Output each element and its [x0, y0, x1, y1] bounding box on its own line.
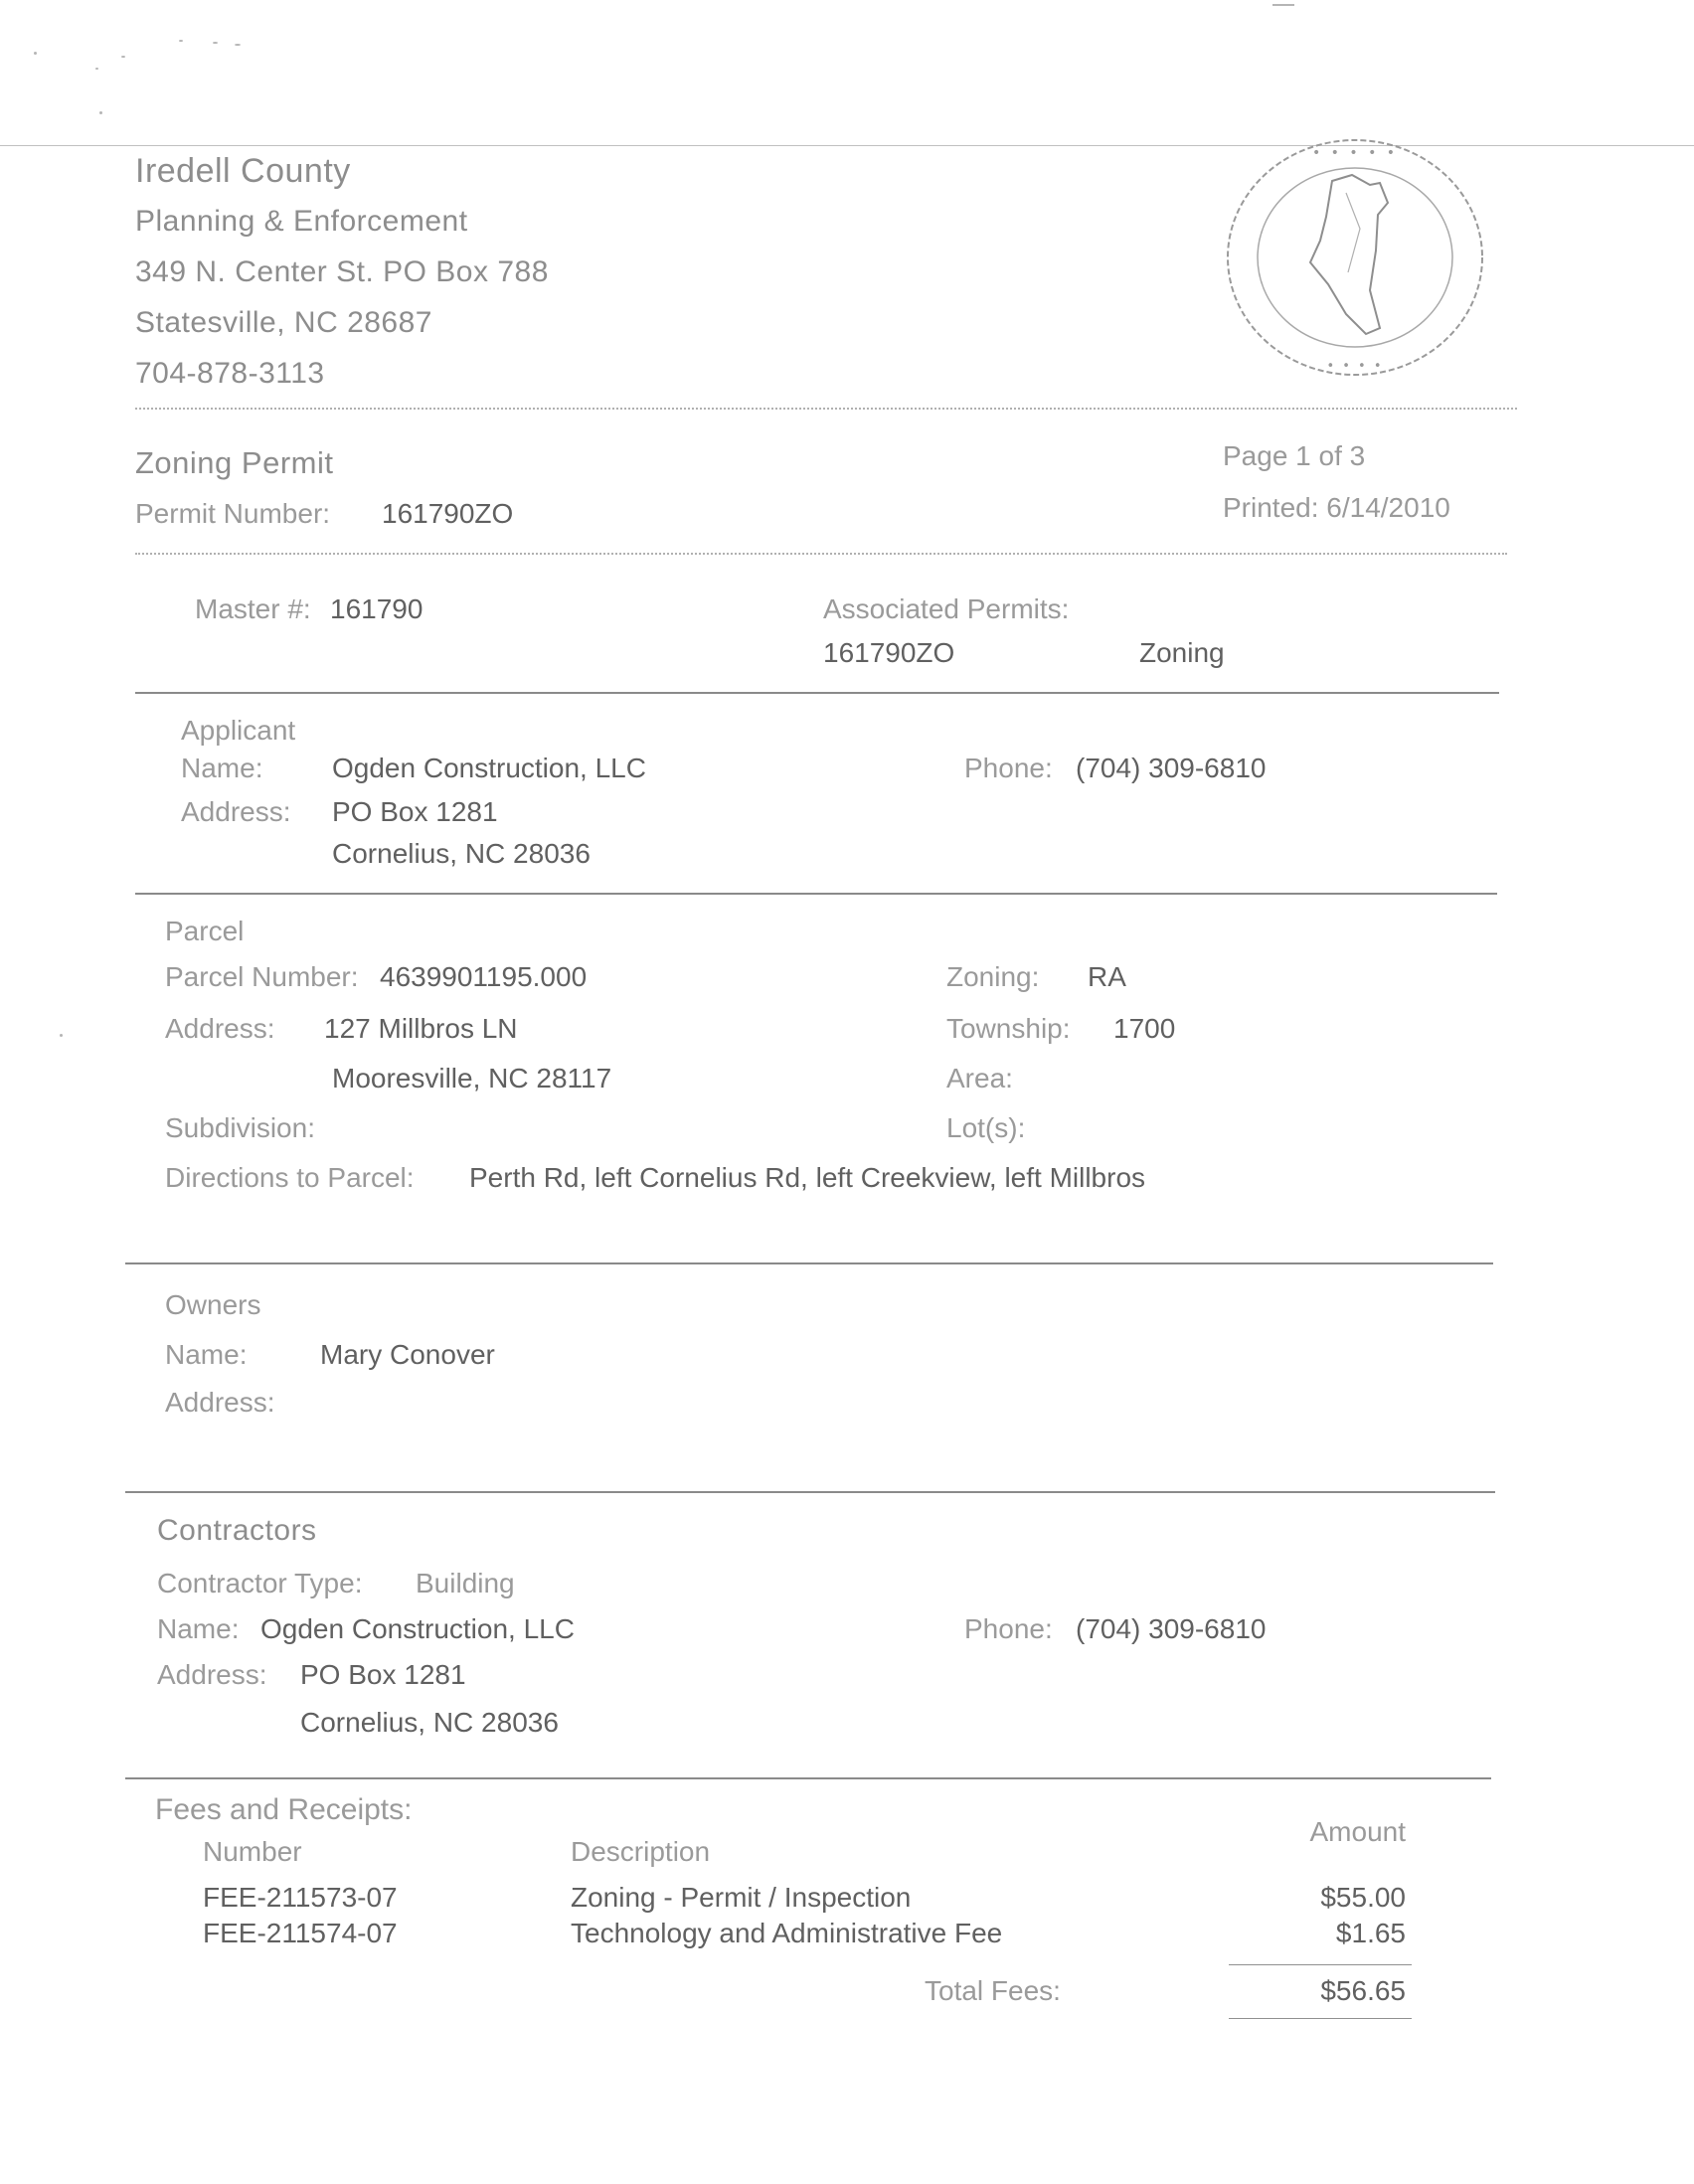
divider [125, 1777, 1491, 1779]
divider [135, 893, 1497, 895]
applicant-address-label: Address: [181, 796, 291, 827]
parcel-township-label: Township: [946, 1013, 1071, 1044]
svg-text:• • • • •: • • • • • [1311, 145, 1399, 161]
parcel-area-label: Area: [946, 1063, 1013, 1093]
parcel-number-label: Parcel Number: [165, 961, 359, 992]
owners-heading: Owners [165, 1289, 261, 1320]
agency-city: Statesville, NC 28687 [135, 306, 432, 339]
parcel-address-label: Address: [165, 1013, 275, 1044]
contractor-name-label: Name: [157, 1613, 240, 1644]
parcel-directions: Perth Rd, left Cornelius Rd, left Creekview, left Millbros [469, 1162, 1146, 1193]
svg-text:• • • •: • • • • [1326, 359, 1384, 374]
owner-name-label: Name: [165, 1339, 248, 1370]
contractor-address-line1: PO Box 1281 [300, 1659, 466, 1690]
scan-speck [1272, 4, 1294, 6]
contractors-heading: Contractors [157, 1514, 317, 1547]
fees-column-amount: Amount [1309, 1816, 1406, 1847]
master-number: 161790 [330, 593, 424, 624]
scan-speck [95, 68, 98, 70]
applicant-name-label: Name: [181, 753, 263, 783]
total-fees-amount: $56.65 [1320, 1975, 1406, 2006]
contractor-type-label: Contractor Type: [157, 1568, 363, 1598]
parcel-township: 1700 [1113, 1013, 1176, 1044]
agency-dept: Planning & Enforcement [135, 205, 468, 238]
fees-column-number: Number [203, 1836, 302, 1867]
permit-type: Zoning Permit [135, 445, 334, 480]
scan-speck [179, 40, 183, 42]
applicant-phone-label: Phone: [964, 753, 1053, 783]
total-fees-label: Total Fees: [925, 1975, 1061, 2006]
scan-speck [235, 44, 241, 46]
subtotal-rule [1229, 1964, 1412, 1965]
printed-date: Printed: 6/14/2010 [1223, 492, 1450, 523]
fee-row-description: Zoning - Permit / Inspection [571, 1882, 912, 1913]
parcel-directions-label: Directions to Parcel: [165, 1162, 415, 1193]
fee-row-number: FEE-211574-07 [203, 1918, 398, 1948]
divider [135, 692, 1499, 694]
applicant-address-line1: PO Box 1281 [332, 796, 498, 827]
contractor-address-line2: Cornelius, NC 28036 [300, 1707, 559, 1738]
associated-permit-number: 161790ZO [823, 637, 955, 668]
fee-row-number: FEE-211573-07 [203, 1882, 398, 1913]
agency-name: Iredell County [135, 152, 351, 190]
contractor-address-label: Address: [157, 1659, 267, 1690]
parcel-zoning: RA [1088, 961, 1126, 992]
contractor-name: Ogden Construction, LLC [260, 1613, 575, 1644]
contractor-type: Building [416, 1568, 515, 1598]
applicant-name: Ogden Construction, LLC [332, 753, 646, 783]
parcel-address-line2: Mooresville, NC 28117 [332, 1063, 612, 1093]
scan-speck [60, 1034, 63, 1037]
county-seal-logo [1221, 133, 1489, 382]
associated-permit-type: Zoning [1139, 637, 1225, 668]
parcel-subdivision-label: Subdivision: [165, 1112, 315, 1143]
permit-number-label: Permit Number: [135, 498, 331, 529]
contractor-phone-label: Phone: [964, 1613, 1053, 1644]
total-rule [1229, 2018, 1412, 2019]
parcel-address-line1: 127 Millbros LN [324, 1013, 518, 1044]
fee-row-amount: $55.00 [1320, 1882, 1406, 1913]
contractor-phone: (704) 309-6810 [1076, 1613, 1267, 1644]
agency-street: 349 N. Center St. PO Box 788 [135, 255, 549, 288]
divider [135, 408, 1517, 410]
scan-speck [99, 111, 102, 114]
divider [135, 553, 1507, 555]
parcel-number: 4639901195.000 [380, 961, 588, 992]
scan-speck [121, 56, 125, 58]
master-label: Master #: [195, 593, 311, 624]
fees-heading: Fees and Receipts: [155, 1793, 413, 1826]
parcel-zoning-label: Zoning: [946, 961, 1040, 992]
parcel-heading: Parcel [165, 916, 245, 946]
associated-permits-label: Associated Permits: [823, 593, 1070, 624]
owner-name: Mary Conover [320, 1339, 495, 1370]
page-indicator: Page 1 of 3 [1223, 440, 1366, 471]
agency-phone: 704-878-3113 [135, 357, 325, 390]
fees-column-description: Description [571, 1836, 711, 1867]
scan-speck [213, 42, 218, 44]
owner-address-label: Address: [165, 1387, 275, 1418]
applicant-address-line2: Cornelius, NC 28036 [332, 838, 591, 869]
permit-number: 161790ZO [382, 498, 514, 529]
scan-speck [34, 52, 37, 55]
applicant-phone: (704) 309-6810 [1076, 753, 1267, 783]
parcel-lots-label: Lot(s): [946, 1112, 1026, 1143]
applicant-heading: Applicant [181, 715, 296, 746]
divider [125, 1262, 1493, 1264]
divider [125, 1491, 1495, 1493]
fee-row-amount: $1.65 [1335, 1918, 1406, 1948]
fee-row-description: Technology and Administrative Fee [571, 1918, 1003, 1948]
